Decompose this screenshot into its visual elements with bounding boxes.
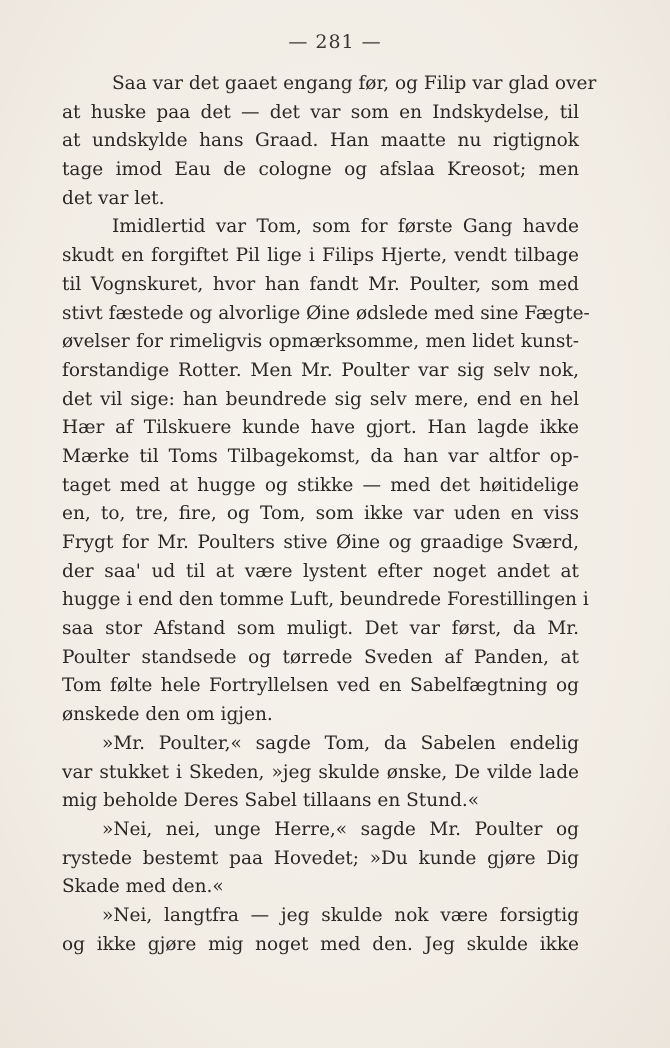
text-line: saa stor Afstand som muligt. Det var først, da Mr. [62,618,579,640]
text-line: det vil sige: han beundrede sig selv mere, end en hel [62,388,579,410]
text-line: Tom følte hele Fortryllelsen ved en Sabelfægtning og [62,675,579,697]
text-line: Imidlertid var Tom, som for første Gang havde [112,216,579,238]
text-line: skudt en forgiftet Pil lige i Filips Hjerte, vendt tilbage [62,245,579,267]
text-line: forstandige Rotter. Men Mr. Poulter var sig selv nok, [62,359,579,381]
body-text [62,70,597,959]
text-line: Skade med den.« [62,876,224,898]
text-line: hugge i end den tomme Luft, beundrede Forestillingen i [62,589,589,611]
text-line: øvelser for rimeligvis opmærksomme, men lidet kunst- [62,331,579,353]
text-line: og ikke gjøre mig noget med den. Jeg skulde ikke [62,933,579,955]
text-line: det var let. [62,187,165,209]
text-line: en, to, tre, fire, og Tom, som ikke var uden en viss [62,503,579,525]
text-line: Poulter standsede og tørrede Sveden af Panden, at [62,646,579,668]
text-line: Hær af Tilskuere kunde have gjort. Han lagde ikke [62,417,579,439]
text-line: »Nei, nei, unge Herre,« sagde Mr. Poulter og [102,818,579,840]
text-line: taget med at hugge og stikke — med det høitidelige [62,474,579,496]
text-line: »Nei, langtfra — jeg skulde nok være forsigtig [102,904,579,926]
text-line: ønskede den om igjen. [62,704,273,726]
text-line: var stukket i Skeden, »jeg skulde ønske, De vilde lade [62,761,579,783]
page-number: — 281 — [288,31,382,53]
text-line: »Mr. Poulter,« sagde Tom, da Sabelen endelig [102,732,579,754]
text-line: til Vognskuret, hvor han fandt Mr. Poulter, som med [62,273,579,295]
text-line: at undskylde hans Graad. Han maatte nu rigtignok [62,130,579,152]
text-line: rystede bestemt paa Hovedet; »Du kunde gjøre Dig [62,847,579,869]
text-line: der saa' ud til at være lystent efter noget andet at [62,560,579,582]
text-line: stivt fæstede og alvorlige Øine ødslede med sine Fægte- [62,302,590,324]
text-line: Mærke til Toms Tilbagekomst, da han var altfor op- [62,445,579,467]
text-line: tage imod Eau de cologne og afslaa Kreosot; men [62,159,579,181]
text-line: at huske paa det — det var som en Indskydelse, til [62,101,579,123]
text-line: Frygt for Mr. Poulters stive Øine og graadige Sværd, [62,532,579,553]
text-line: mig beholde Deres Sabel tillaans en Stund.« [62,790,480,812]
text-line: Saa var det gaaet engang før, og Filip var glad over [112,73,597,94]
